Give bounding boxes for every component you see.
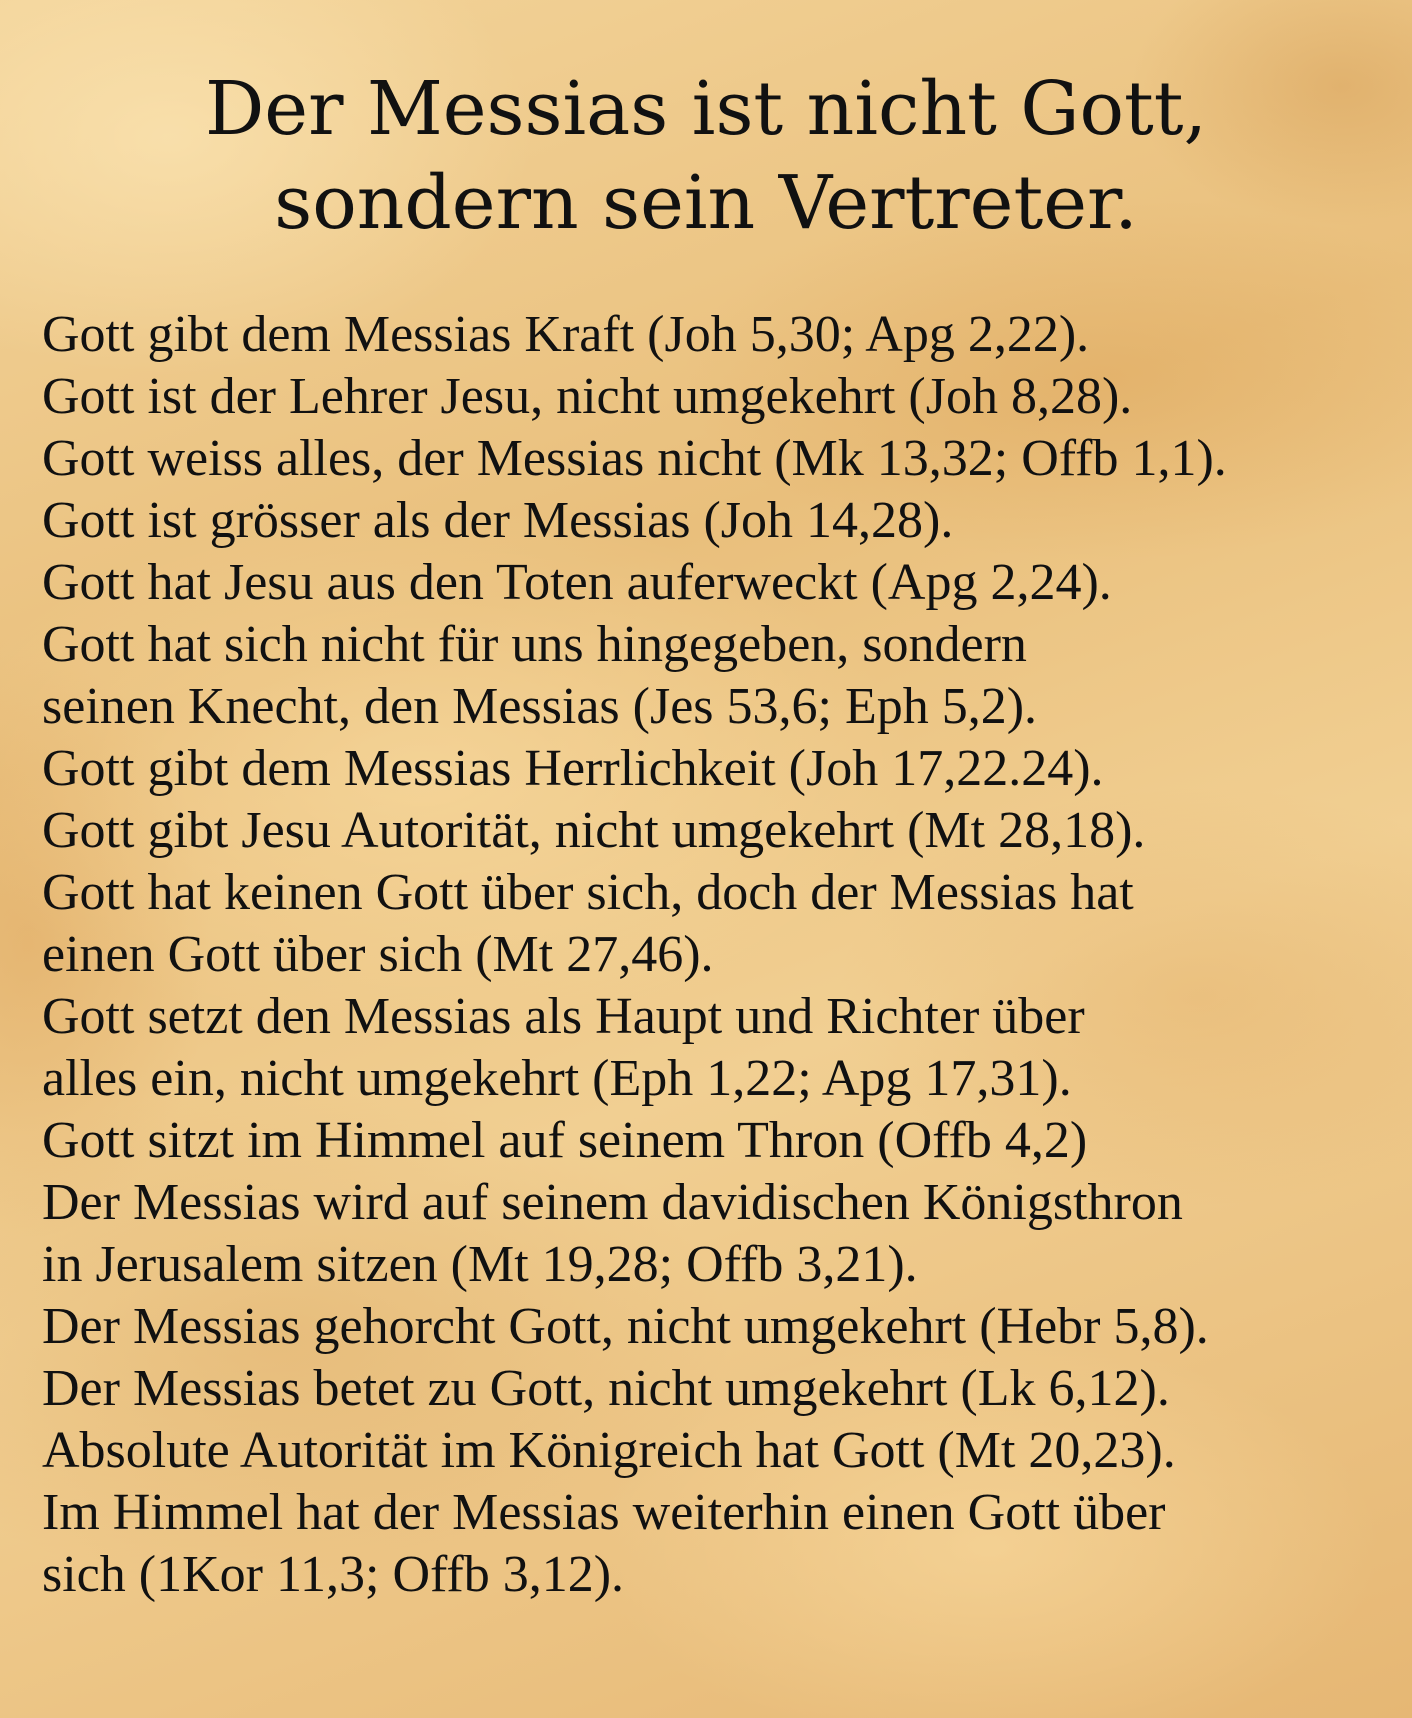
text-line: Der Messias wird auf seinem davidischen Königsthron xyxy=(42,1174,1183,1231)
text-line: Gott hat Jesu aus den Toten auferweckt (Apg 2,24). xyxy=(42,554,1112,611)
title-line-2: sondern sein Vertreter. xyxy=(274,160,1138,246)
text-line: Der Messias betet zu Gott, nicht umgekehrt (Lk 6,12). xyxy=(42,1360,1170,1417)
text-line: Gott weiss alles, der Messias nicht (Mk 13,32; Offb 1,1). xyxy=(42,430,1227,487)
text-line: Gott ist grösser als der Messias (Joh 14,28). xyxy=(42,492,954,549)
text-line: Gott gibt dem Messias Herrlichkeit (Joh 17,22.24). xyxy=(42,740,1104,797)
text-line: Gott gibt Jesu Autorität, nicht umgekehrt (Mt 28,18). xyxy=(42,802,1146,859)
text-line: alles ein, nicht umgekehrt (Eph 1,22; Apg 17,31). xyxy=(42,1050,1072,1107)
text-line: sich (1Kor 11,3; Offb 3,12). xyxy=(42,1546,625,1603)
text-line: Absolute Autorität im Königreich hat Gott (Mt 20,23). xyxy=(42,1422,1176,1479)
text-line: Gott hat keinen Gott über sich, doch der Messias hat xyxy=(42,864,1134,921)
text-line: Im Himmel hat der Messias weiterhin einen Gott über xyxy=(42,1484,1166,1541)
text-line: einen Gott über sich (Mt 27,46). xyxy=(42,926,714,983)
text-line: Der Messias gehorcht Gott, nicht umgekehrt (Hebr 5,8). xyxy=(42,1298,1209,1355)
text-line: Gott ist der Lehrer Jesu, nicht umgekehrt (Joh 8,28). xyxy=(42,368,1133,425)
text-line: Gott sitzt im Himmel auf seinem Thron (Offb 4,2) xyxy=(42,1112,1088,1169)
text-line: in Jerusalem sitzen (Mt 19,28; Offb 3,21). xyxy=(42,1236,918,1293)
text-line: Gott gibt dem Messias Kraft (Joh 5,30; Apg 2,22). xyxy=(42,306,1090,363)
statement-list xyxy=(42,304,1402,1606)
text-line: Gott hat sich nicht für uns hingegeben, sondern xyxy=(42,616,1027,673)
text-line: seinen Knecht, den Messias (Jes 53,6; Eph 5,2). xyxy=(42,678,1038,735)
title-line-1: Der Messias ist nicht Gott, xyxy=(204,66,1208,152)
text-line: Gott setzt den Messias als Haupt und Richter über xyxy=(42,988,1085,1045)
page-title xyxy=(0,62,1412,250)
